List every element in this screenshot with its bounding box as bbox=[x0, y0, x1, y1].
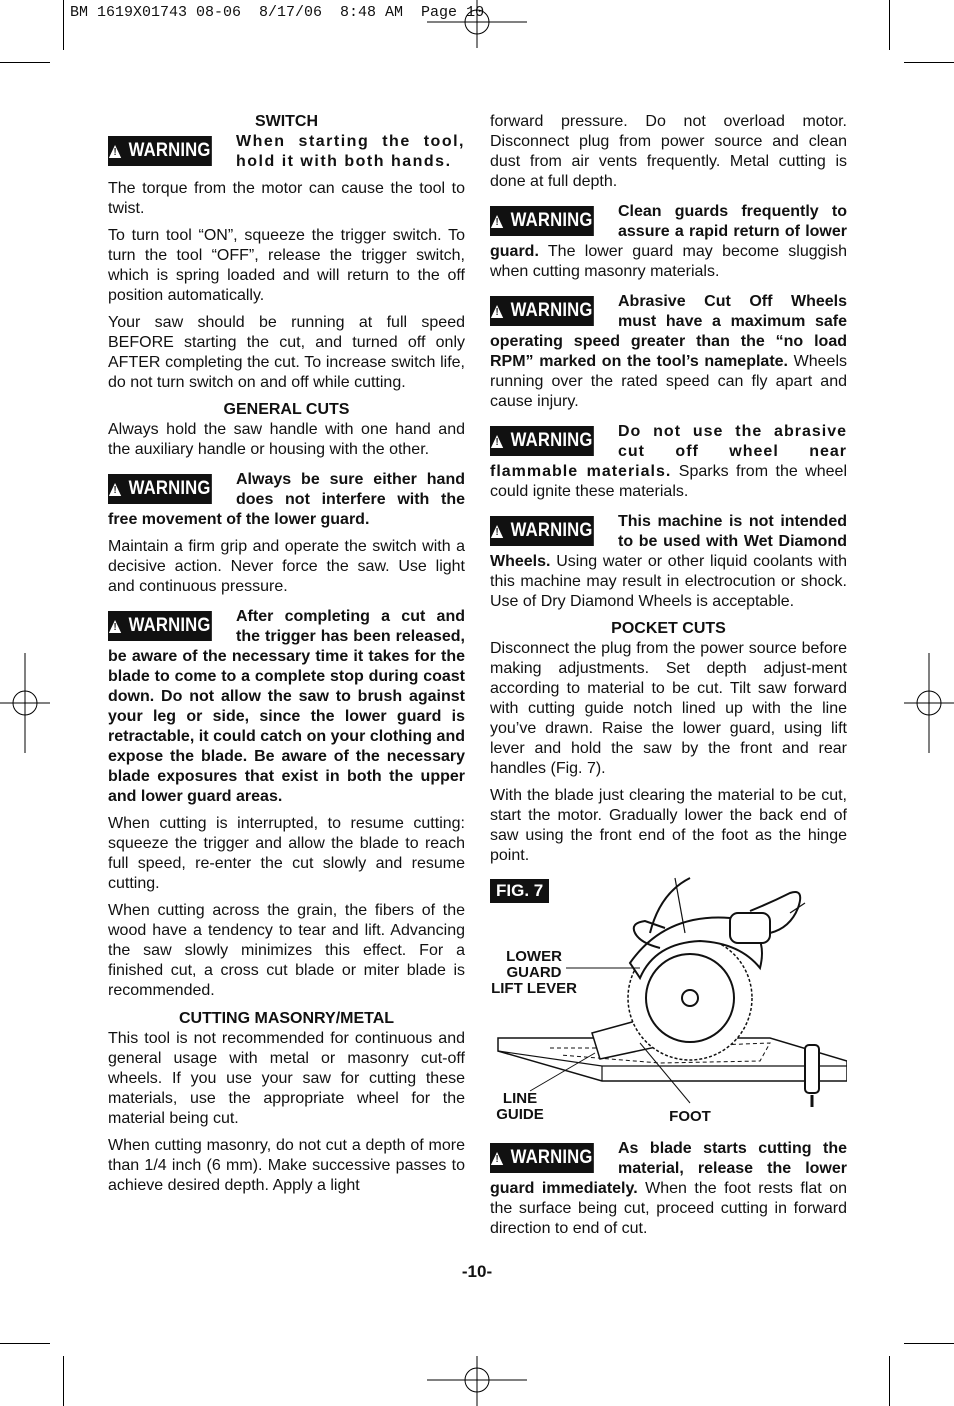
warning-triangle-icon: ! bbox=[109, 145, 121, 158]
registration-mark-bottom bbox=[427, 1356, 527, 1406]
warning-triangle-icon: ! bbox=[491, 435, 503, 448]
warning-badge: ! WARNING bbox=[490, 206, 594, 236]
paragraph: With the blade just clearing the material to be cut, start the motor. Gradually lower the back end of saw using the front end of the foot as the hinge point. bbox=[490, 787, 847, 864]
paragraph: When cutting is interrupted, to resume cutting: squeeze the trigger and allow the blade to reach full speed, re-enter the cut slowly and resume cutting. bbox=[108, 815, 465, 892]
warning-triangle-icon: ! bbox=[491, 305, 503, 318]
paragraph: When cutting across the grain, the fibers of the wood have a tendency to tear and lift. Advancing the saw slowly minimizes this effect. For a finished cut, a cross cut blade or miter blade is recommended. bbox=[108, 902, 465, 999]
crop-mark bbox=[904, 62, 954, 63]
warning-badge: ! WARNING bbox=[490, 426, 594, 456]
pocket-cuts-heading: POCKET CUTS bbox=[611, 620, 726, 637]
paragraph: Always hold the saw handle with one hand and the auxiliary handle or housing with the other. bbox=[108, 421, 465, 458]
warning-hand-guard: ! WARNING Always be sure either hand does not interfere with the free movement of the lower guard. bbox=[108, 471, 465, 528]
crop-mark bbox=[889, 0, 890, 50]
paragraph: Your saw should be running at full speed BEFORE starting the cut, and turned off only AFTER completing the cut. To increase switch life, do not turn switch on and off while cutting. bbox=[108, 314, 465, 391]
paragraph: Disconnect the plug from the power source before making adjustments. Set depth adjust-ment according to material to be cut. Tilt saw forward with cutting guide notch lined up with the line you’ve drawn. Raise the lower guard, using lift lever and hold the saw by the front and rear handles (Fig. 7). bbox=[490, 640, 847, 777]
warning-badge: ! WARNING bbox=[490, 1143, 594, 1173]
warning-triangle-icon: ! bbox=[491, 1152, 503, 1165]
warning-hold-both-hands: ! WARNING When starting the tool, hold it with both hands. bbox=[108, 132, 465, 172]
paragraph: The torque from the motor can cause the tool to twist. bbox=[108, 180, 465, 217]
crop-mark bbox=[0, 1343, 50, 1344]
switch-heading: SWITCH bbox=[254, 113, 319, 130]
right-column bbox=[490, 112, 847, 1246]
registration-mark-right bbox=[904, 653, 954, 753]
warning-wet-diamond: ! WARNING This machine is not intended to be used with Wet Diamond Wheels. Using water or other liquid coolants with this machine may result in electrocution or shock. Use of Dry Diamond Wheels is acceptable. bbox=[490, 513, 847, 610]
paragraph: Maintain a firm grip and operate the switch with a decisive action. Never force the saw. Use light and continuous pressure. bbox=[108, 538, 465, 595]
left-column bbox=[108, 112, 465, 1203]
warning-badge: ! WARNING bbox=[108, 611, 212, 641]
figure-label: FIG. 7 bbox=[490, 879, 549, 903]
crop-mark bbox=[0, 62, 50, 63]
registration-mark-left bbox=[0, 653, 50, 753]
lower-guard-lift-lever-label: LOWER GUARD LIFT LEVER bbox=[491, 948, 577, 997]
figure-7 bbox=[490, 873, 847, 1133]
warning-flammable: ! WARNING Do not use the abrasive cut off wheel near flammable materials. Sparks from the wheel could ignite these materials. bbox=[490, 423, 847, 500]
general-cuts-heading: GENERAL CUTS bbox=[223, 401, 350, 418]
masonry-heading: CUTTING MASONRY/METAL bbox=[178, 1010, 395, 1027]
registration-mark-top bbox=[427, 0, 527, 50]
warning-badge: ! WARNING bbox=[108, 136, 212, 166]
warning-badge: ! WARNING bbox=[490, 296, 594, 326]
crop-mark bbox=[63, 0, 64, 50]
warning-triangle-icon: ! bbox=[491, 525, 503, 538]
warning-clean-guards: ! WARNING Clean guards frequently to assure a rapid return of lower guard. The lower guard may become sluggish when cutting masonry materials. bbox=[490, 203, 847, 280]
line-guide-label: LINE GUIDE bbox=[496, 1090, 544, 1123]
print-slug: BM 1619X01743 08-06 8/17/06 8:48 AM Page 10 bbox=[70, 4, 485, 21]
paragraph: To turn tool “ON”, squeeze the trigger switch. To turn the tool “OFF”, release the trigger switch, which is spring loaded and will return to the off position automatically. bbox=[108, 227, 465, 304]
crop-mark bbox=[904, 1343, 954, 1344]
warning-triangle-icon: ! bbox=[109, 620, 121, 633]
paragraph: This tool is not recommended for continuous and general usage with metal or masonry cut-off wheels. If you use your saw for cutting these materials, use the appropriate wheel for the material being cut. bbox=[108, 1030, 465, 1127]
warning-badge: ! WARNING bbox=[108, 474, 212, 504]
paragraph: forward pressure. Do not overload motor. Disconnect plug from power source and clean dust from air vents frequently. Metal cutting is done at full depth. bbox=[490, 113, 847, 190]
paragraph: When cutting masonry, do not cut a depth of more than 1/4 inch (6 mm). Make successive passes to achieve desired depth. Apply a light bbox=[108, 1137, 465, 1194]
warning-triangle-icon: ! bbox=[109, 483, 121, 496]
page-number: -10- bbox=[461, 1262, 493, 1281]
crop-mark bbox=[63, 1356, 64, 1406]
warning-coast-down: ! WARNING After completing a cut and the trigger has been released, be aware of the necessary time it takes for the blade to come to a complete stop during coast down. Do not allow the saw to brush against your leg or side, since the lower guard is retractable, it could catch on your clothing and expose the blade. Be aware of the necessary blade exposures that exist in both the upper and lower guard areas. bbox=[108, 608, 465, 805]
crop-mark bbox=[889, 1356, 890, 1406]
warning-badge: ! WARNING bbox=[490, 516, 594, 546]
foot-label: FOOT bbox=[669, 1108, 711, 1125]
warning-abrasive-speed: ! WARNING Abrasive Cut Off Wheels must have a maximum safe operating speed greater than the “no load RPM” marked on the tool’s nameplate. Wheels running over the rated speed can fly apart and cause injury. bbox=[490, 293, 848, 410]
warning-triangle-icon: ! bbox=[491, 215, 503, 228]
warning-release-guard: ! WARNING As blade starts cutting the material, release the lower guard immediately. When the foot rests flat on the surface being cut, proceed cutting in forward direction to end of cut. bbox=[490, 1140, 847, 1237]
